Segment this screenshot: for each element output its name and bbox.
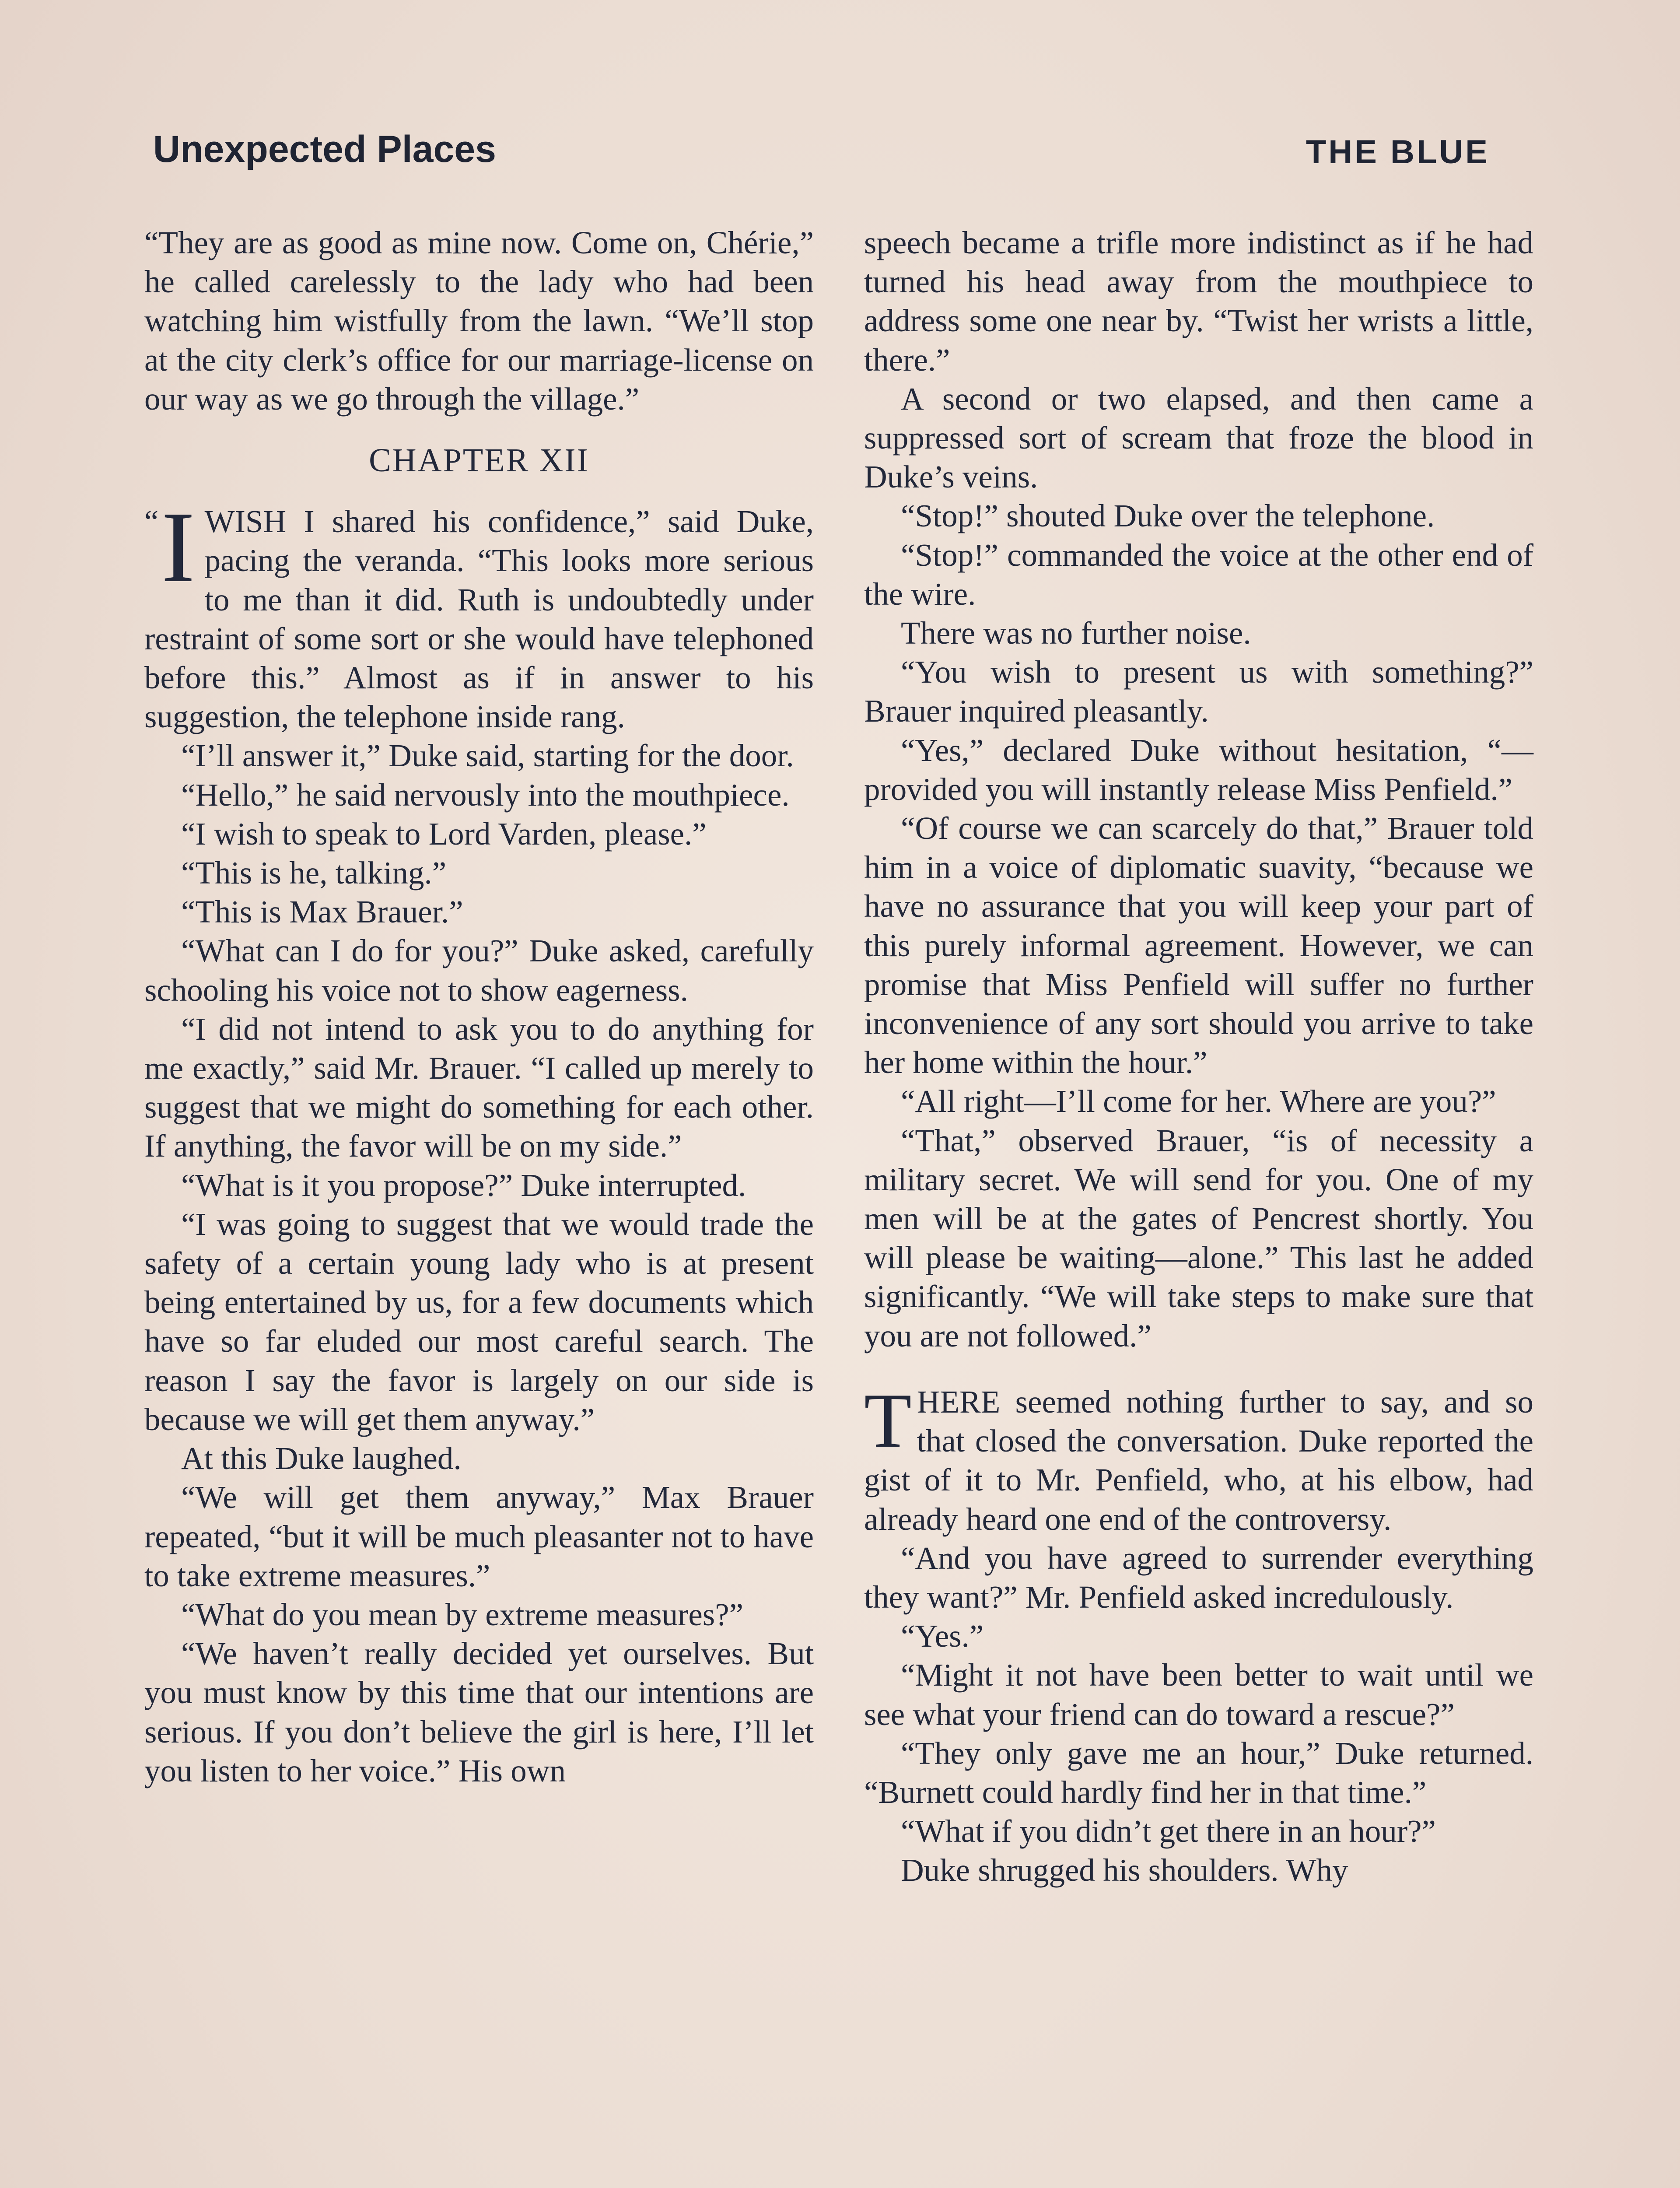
paragraph: “We will get them anyway,” Max Brauer repeated, “but it will be much pleasanter not to have to take extreme measures.”: [144, 1480, 814, 1593]
right-text-column: [864, 223, 1533, 1890]
running-header-story-title: Unexpected Places: [153, 128, 496, 170]
chapter-heading: CHAPTER XII: [369, 442, 589, 479]
paragraph: “We haven’t really decided yet ourselves. But you must know by this time that our intentions are serious. If you don’t believe the girl is here, I’ll let you listen to her voice.” His own: [144, 1636, 814, 1788]
paragraph: “They only gave me an hour,” Duke returned. “Burnett could hardly find her in that time.”: [864, 1735, 1533, 1810]
paragraph: At this Duke laughed.: [181, 1441, 462, 1476]
paragraph: “I’ll answer it,” Duke said, starting for the door.: [181, 738, 794, 774]
paragraph: “Of course we can scarcely do that,” Brauer told him in a voice of diplomatic suavity, “because we have no assurance that you will keep your part of this purely informal agreement. However, we can promise that Miss Penfield will suffer no further inconvenience of any sort should you arrive to take her home within the hour.”: [864, 810, 1533, 1080]
running-header-magazine-name: THE BLUE: [1306, 133, 1490, 171]
paragraph: Duke shrugged his shoulders. Why: [900, 1852, 1348, 1888]
dropcap-letter: T: [864, 1377, 912, 1464]
paragraph-text: WISH I shared his confidence,” said Duke, pacing the veranda. “This looks more serious to me than it did. Ruth is undoubtedly under restraint of some sort or she would have telephoned before this.” Almost as if in answer to his suggestion, the telephone inside rang.: [144, 504, 814, 735]
paragraph: “I was going to suggest that we would trade the safety of a certain young lady who is at present being entertained by us, for a few documents which have so far eluded our most careful search. The reason I say the favor is largely on our side is because we will get them anyway.”: [144, 1206, 814, 1437]
section-dropcap-paragraph: [864, 1377, 1533, 1539]
paragraph: “Yes.”: [900, 1618, 984, 1654]
paragraph: A second or two elapsed, and then came a suppressed sort of scream that froze the blood in Duke’s veins.: [864, 381, 1533, 495]
dropcap-paragraph: [144, 491, 814, 736]
paragraph: “You wish to present us with something?” Brauer inquired pleasantly.: [864, 654, 1533, 729]
paragraph: speech became a trifle more indistinct as if he had turned his head away from the mouthpiece to address some one near by. “Twist her wrists a little, there.”: [864, 225, 1533, 378]
paragraph: “I wish to speak to Lord Varden, please.”: [181, 816, 707, 852]
paragraph-text: HERE seemed nothing further to say, and so that closed the conversation. Duke reported the gist of it to Mr. Penfield, who, at his elbow, had already heard one end of the controversy.: [864, 1384, 1533, 1537]
paragraph: “What can I do for you?” Duke asked, carefully schooling his voice not to show eagerness.: [144, 933, 814, 1008]
paragraph: “What is it you propose?” Duke interrupted.: [181, 1167, 746, 1203]
paragraph: “Might it not have been better to wait until we see what your friend can do toward a rescue?”: [864, 1657, 1533, 1732]
paragraph: “Stop!” commanded the voice at the other end of the wire.: [864, 537, 1533, 612]
paragraph: “Hello,” he said nervously into the mouthpiece.: [181, 777, 790, 813]
dropcap-opening-quote: “: [144, 504, 159, 540]
dropcap-letter: I: [161, 491, 195, 604]
paragraph: “What if you didn’t get there in an hour?”: [900, 1813, 1436, 1849]
paragraph: “They are as good as mine now. Come on, Chérie,” he called carelessly to the lady who had been watching him wistfully from the lawn. “We’ll stop at the city clerk’s office for our marriage-license on our way as we go through the village.”: [144, 225, 814, 417]
paragraph: “This is he, talking.”: [181, 855, 447, 891]
paragraph: “That,” observed Brauer, “is of necessity a military secret. We will send for you. One of my men will be at the gates of Pencrest shortly. You will please be waiting—alone.” This last he added significantly. “We will take steps to make sure that you are not followed.”: [864, 1122, 1533, 1353]
paragraph: There was no further noise.: [900, 615, 1251, 651]
paragraph: “Stop!” shouted Duke over the telephone.: [900, 498, 1435, 534]
paragraph: “This is Max Brauer.”: [181, 894, 463, 930]
paragraph: “And you have agreed to surrender everything they want?” Mr. Penfield asked incredulously.: [864, 1540, 1533, 1615]
paragraph: “I did not intend to ask you to do anything for me exactly,” said Mr. Brauer. “I called up merely to suggest that we might do something for each other. If anything, the favor will be on my side.”: [144, 1011, 814, 1164]
left-text-column: [144, 223, 814, 1790]
paragraph: “All right—I’ll come for her. Where are you?”: [900, 1083, 1496, 1119]
paragraph: “Yes,” declared Duke without hesitation, “—provided you will instantly release Miss Penfield.”: [864, 732, 1533, 807]
paragraph: “What do you mean by extreme measures?”: [181, 1596, 743, 1632]
